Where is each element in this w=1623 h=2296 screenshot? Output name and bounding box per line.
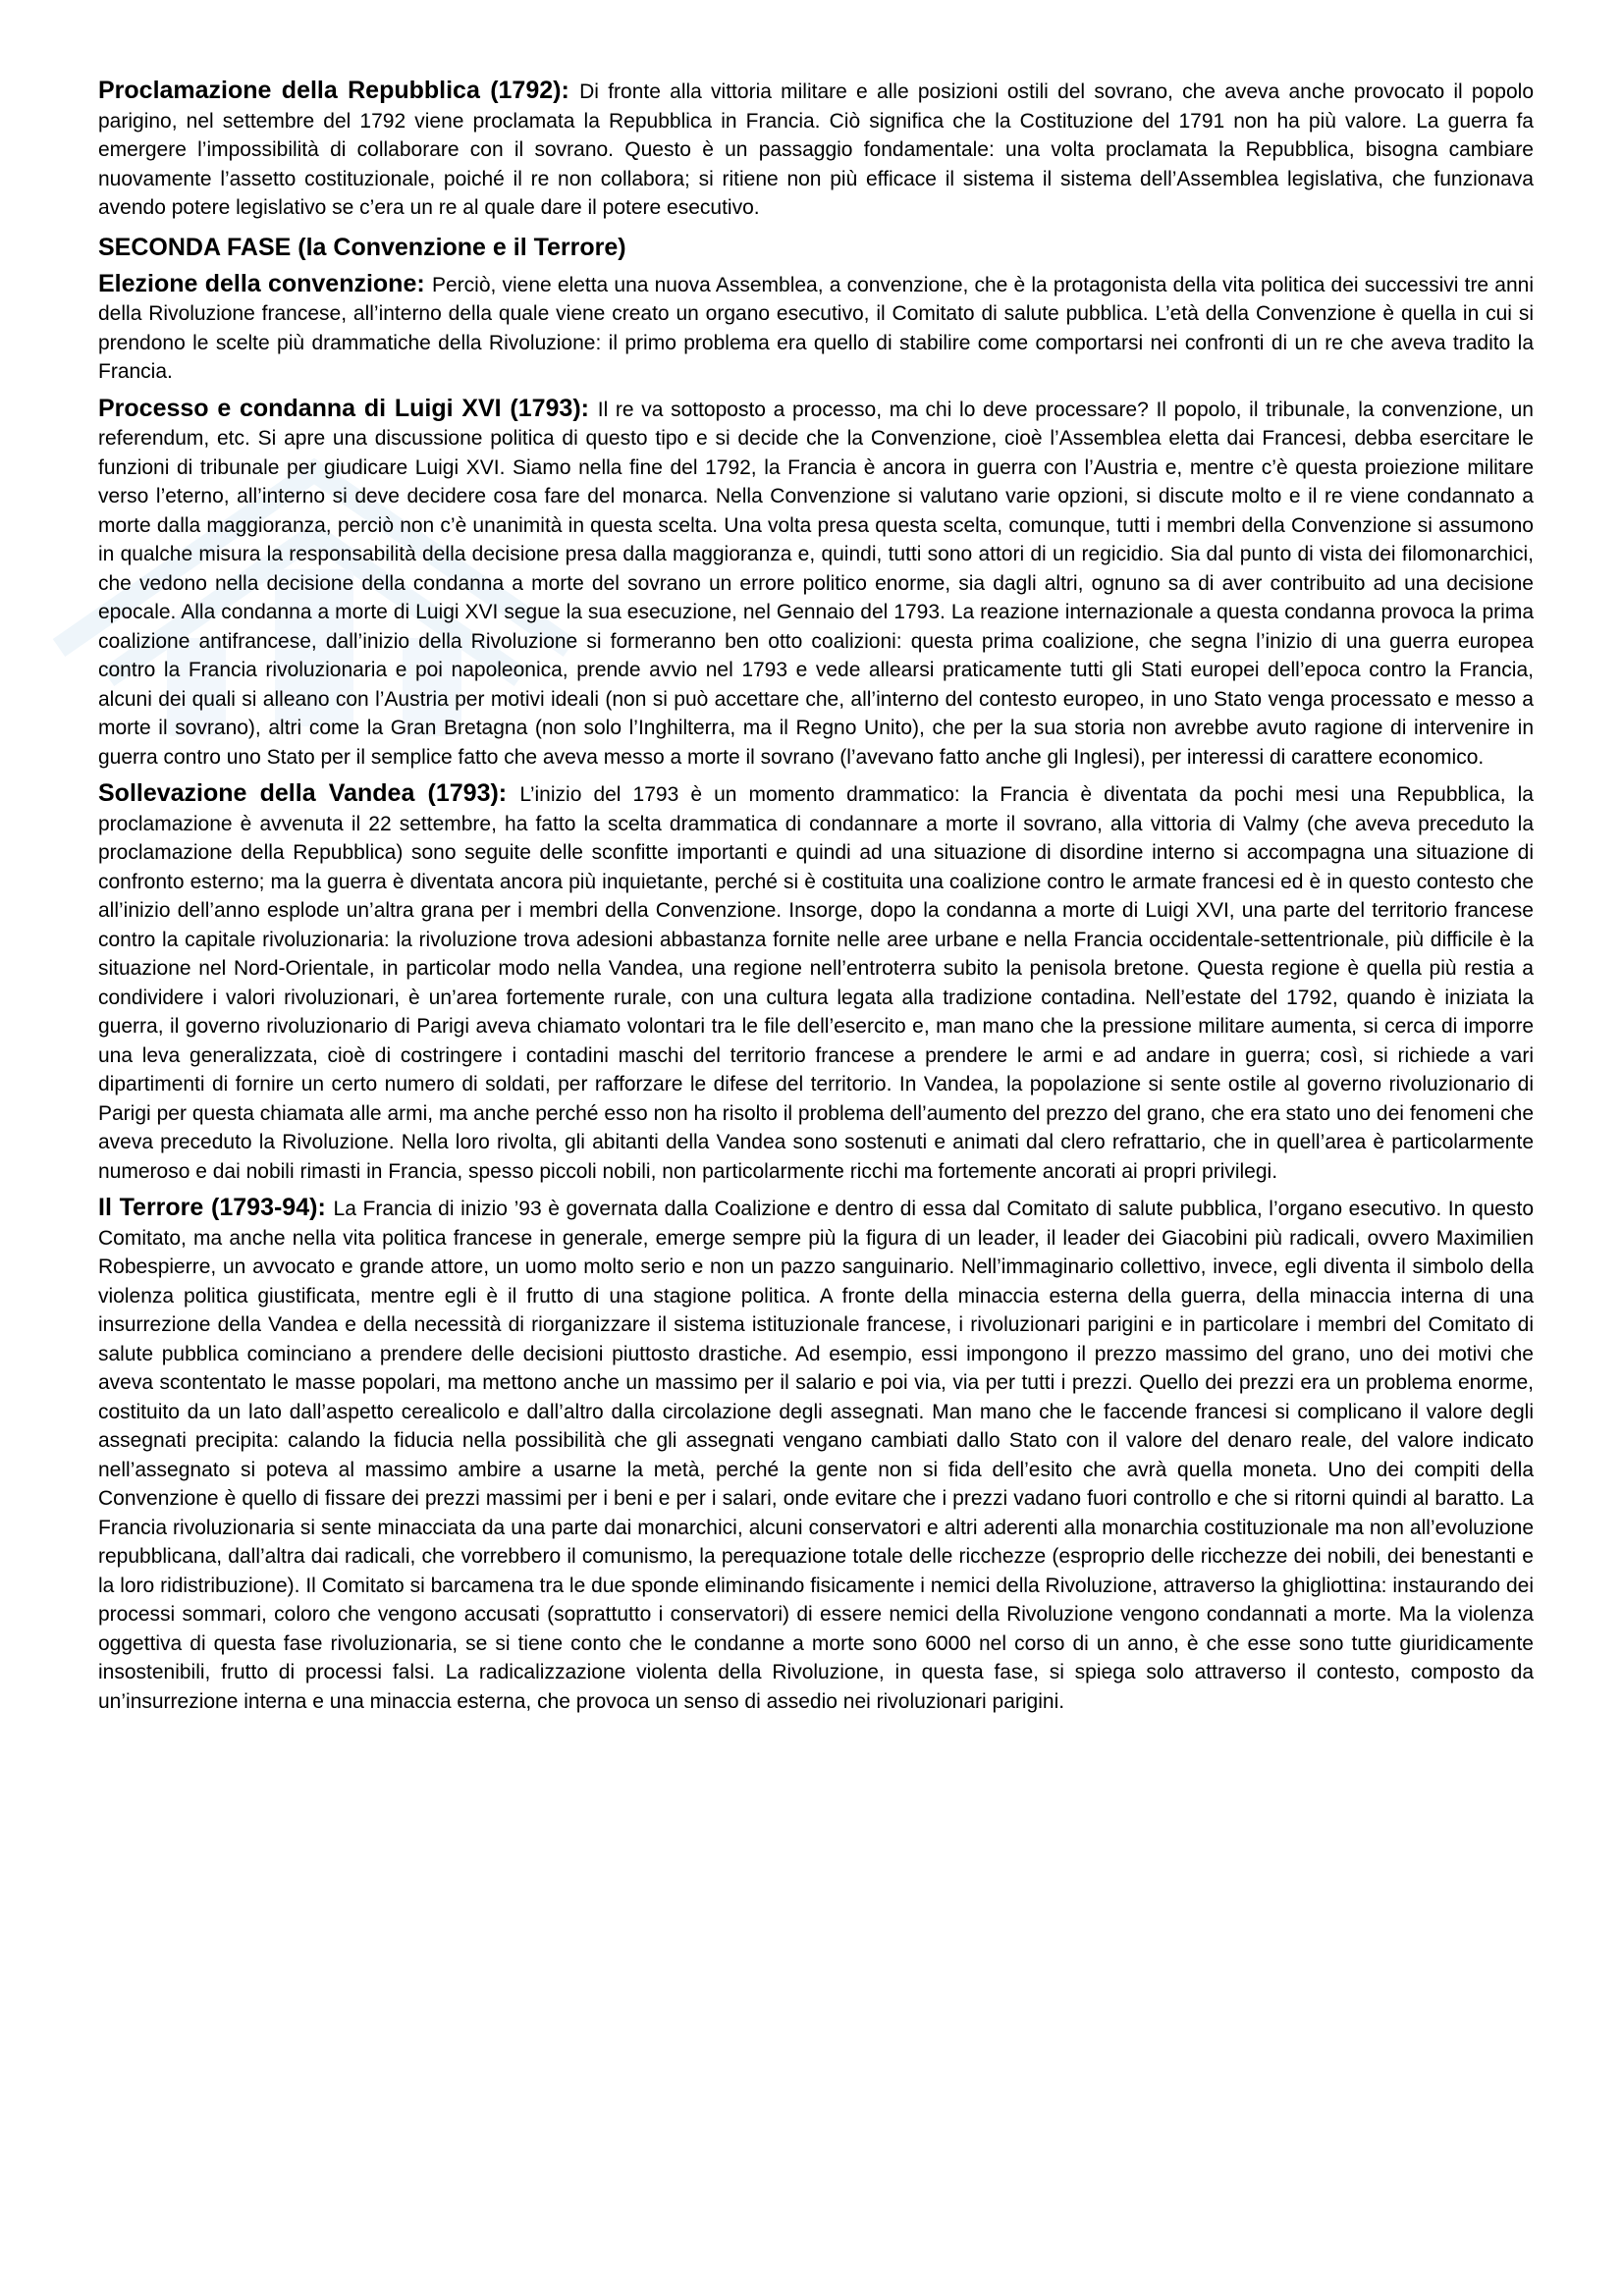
- section-heading: Proclamazione della Repubblica (1792):: [98, 77, 580, 104]
- section-vandea: [98, 779, 1534, 1186]
- section-text: L’inizio del 1793 è un momento drammatico: la Francia è diventata da pochi mesi una Repubblica, la proclamazione è avvenuta il 22 settembre, ha fatto la scelta drammatica di condannare a morte il sovrano, alla vittoria di Valmy (che aveva preceduto la proclamazione della Repubblica) sono seguite delle sconfitte importanti e quindi ad una situazione di disordine interno si accompagna una situazione di confronto esterno; ma la guerra è diventata ancora più inquietante, perché si è costituita una coalizione contro le armate francesi ed è in questo contesto che all’inizio dell’anno esplode un’altra grana per i membri della Convenzione. Insorge, dopo la condanna a morte di Luigi XVI, una parte del territorio francese contro la capitale rivoluzionaria: la rivoluzione trova adesioni abbastanza fornite nelle aree urbane e nella Francia occidentale-settentrionale, più difficile è la situazione nel Nord-Orientale, in particolar modo nella Vandea, una regione nell’entroterra subito la penisola bretone. Questa regione è quella più restia a condividere i valori rivoluzionari, è un’area fortemente rurale, con una cultura legata alla tradizione contadina. Nell’estate del 1792, quando è iniziata la guerra, il governo rivoluzionario di Parigi aveva chiamato volontari tra le file dell’esercito e, man mano che la pressione militare aumenta, si cerca di imporre una leva generalizzata, cioè di costringere i contadini maschi del territorio francese a prendere le armi e ad andare in guerra; così, si richiede a vari dipartimenti di fornire un certo numero di soldati, per rafforzare le difese del territorio. In Vandea, la popolazione si sente ostile al governo rivoluzionario di Parigi per questa chiamata alle armi, ma anche perché esso non ha risolto il problema dell’aumento del prezzo del grano, che era stato uno dei fenomeni che aveva preceduto la Rivoluzione. Nella loro rivolta, gli abitanti della Vandea sono sostenuti e animati dal clero refrattario, che in quell’area è particolarmente numeroso e dai nobili rimasti in Francia, spesso piccoli nobili, non particolarmente ricchi ma fortemente ancorati ai propri privilegi.: [98, 783, 1534, 1183]
- section-heading: Sollevazione della Vandea (1793):: [98, 779, 520, 807]
- section-terrore: [98, 1194, 1534, 1716]
- section-elezione: [98, 270, 1534, 387]
- section-text: Perciò, viene eletta una nuova Assemblea, a convenzione, che è la protagonista della vita politica dei successivi tre anni della Rivoluzione francese, all’interno della quale viene creato un organo esecutivo, il Comitato di salute pubblica. L’età della Convenzione è quella in cui si prendono le scelte più drammatiche della Rivoluzione: il primo problema era quello di stabilire come comportarsi nei confronti di un re che aveva tradito la Francia.: [98, 273, 1534, 383]
- section-processo: [98, 395, 1534, 773]
- section-text: Di fronte alla vittoria militare e alle posizioni ostili del sovrano, che aveva anche provocato il popolo parigino, nel settembre del 1792 viene proclamata la Repubblica in Francia. Ciò significa che la Costituzione del 1791 non ha più valore. La guerra fa emergere l’impossibilità di collaborare con il sovrano. Questo è un passaggio fondamentale: una volta proclamata la Repubblica, bisogna cambiare nuovamente l’assetto costituzionale, poiché il re non collabora; si ritiene non più efficace il sistema il sistema dell’Assemblea legislativa, che funzionava avendo potere legislativo se c’era un re al quale dare il potere esecutivo.: [98, 80, 1534, 219]
- section-proclamazione: [98, 77, 1534, 223]
- section-heading: Elezione della convenzione:: [98, 269, 432, 297]
- document-page: [98, 77, 1534, 1724]
- section-text: Il re va sottoposto a processo, ma chi lo deve processare? Il popolo, il tribunale, la convenzione, un referendum, etc. Si apre una discussione politica di questo tipo e si decide che la Convenzione, cioè l’Assemblea eletta dai Francesi, debba esercitare le funzioni di tribunale per giudicare Luigi XVI. Siamo nella fine del 1792, la Francia è ancora in guerra con l’Austria e, mentre c’è questa proiezione militare verso l’eterno, all’interno si deve decidere cosa fare del monarca. Nella Convenzione si valutano varie opzioni, si discute molto e il re viene condannato a morte dalla maggioranza, perciò non c’è unanimità in questa scelta. Una volta presa questa scelta, comunque, tutti i membri della Convenzione si assumono in qualche misura la responsabilità della decisione presa dalla maggioranza e, quindi, tutti sono attori di un regicidio. Sia dal punto di vista dei filomonarchici, che vedono nella decisione della condanna a morte del sovrano un errore politico enorme, sia dagli altri, ognuno sa di aver contribuito ad una decisione epocale. Alla condanna a morte di Luigi XVI segue la sua esecuzione, nel Gennaio del 1793. La reazione internazionale a questa condanna provoca la prima coalizione antifrancese, dall’inizio della Rivoluzione si formeranno ben otto coalizioni: questa prima coalizione, che segna l’inizio di una guerra europea contro la Francia rivoluzionaria e poi napoleonica, prende avvio nel 1793 e vede allearsi praticamente tutti gli Stati europei dell’epoca contro la Francia, alcuni dei quali si alleano con l’Austria per motivi ideali (non si può accettare che, all’interno del contesto europeo, in uno Stato venga processato e messo a morte il sovrano), altri come la Gran Bretagna (non solo l’Inghilterra, ma il Regno Unito), che per la sua storia non avrebbe avuto ragione di intervenire in guerra contro uno Stato per il semplice fatto che aveva messo a morte il sovrano (l’avevano fatto anche gli Inglesi), per interessi di carattere economico.: [98, 398, 1534, 769]
- section-heading: Il Terrore (1793-94):: [98, 1194, 334, 1221]
- phase-title: SECONDA FASE (la Convenzione e il Terrore): [98, 233, 626, 261]
- section-heading: Processo e condanna di Luigi XVI (1793):: [98, 394, 598, 422]
- section-text: La Francia di inizio ’93 è governata dalla Coalizione e dentro di essa dal Comitato di salute pubblica, l’organo esecutivo. In questo Comitato, ma anche nella vita politica francese in generale, emerge sempre più la figura di un leader, il leader dei Giacobini più radicali, ovvero Maximilien Robespierre, un avvocato e grande attore, un uomo molto serio e non un pazzo sanguinario. Nell’immaginario collettivo, invece, egli diventa il simbolo della violenza politica giustificata, mentre egli è il frutto di una stagione politica. A fronte della minaccia esterna della guerra, della minaccia interna di una insurrezione della Vandea e della necessità di riorganizzare il sistema istituzionale francese, i rivoluzionari parigini e in particolare i membri del Comitato di salute pubblica cominciano a prendere delle decisioni piuttosto drastiche. Ad esempio, essi impongono il prezzo massimo del grano, uno dei motivi che aveva scontentato le masse popolari, ma mettono anche un massimo per il salario e poi via, via per tutti i prezzi. Quello dei prezzi era un problema enorme, costituito da un lato dall’aspetto cerealicolo e dall’altro dalla circolazione degli assegnati. Man mano che le faccende francesi si complicano il valore degli assegnati precipita: calando la fiducia nella possibilità che gli assegnati vengano cambiati dallo Stato con il valore del denaro reale, del valore indicato nell’assegnato si poteva al massimo ambire a usarne la metà, perché la gente non si fida dell’esito che avrà quella moneta. Uno dei compiti della Convenzione è quello di fissare dei prezzi massimi per i beni e per i salari, onde evitare che i prezzi vadano fuori controllo e che si ritorni quindi al baratto. La Francia rivoluzionaria si sente minacciata da una parte dai monarchici, alcuni conservatori e altri aderenti alla monarchia costituzionale ma non all’evoluzione repubblicana, dall’altra dai radicali, che vorrebbero il comunismo, la perequazione totale delle ricchezze (esproprio delle ricchezze dei nobili, dei benestanti e la loro ridistribuzione). Il Comitato si barcamena tra le due sponde eliminando fisicamente i nemici della Rivoluzione, attraverso la ghigliottina: instaurando dei processi sommari, coloro che vengono accusati (soprattutto i conservatori) di essere nemici della Rivoluzione vengono condannati a morte. Ma la violenza oggettiva di questa fase rivoluzionaria, se si tiene conto che le condanne a morte sono 6000 nel corso di un anno, è che esse sono tutte giuridicamente insostenibili, frutto di processi falsi. La radicalizzazione violenta della Rivoluzione, in questa fase, si spiega solo attraverso il contesto, composto da un’insurrezione interna e una minaccia esterna, che provoca un senso di assedio nei rivoluzionari parigini.: [98, 1198, 1534, 1713]
